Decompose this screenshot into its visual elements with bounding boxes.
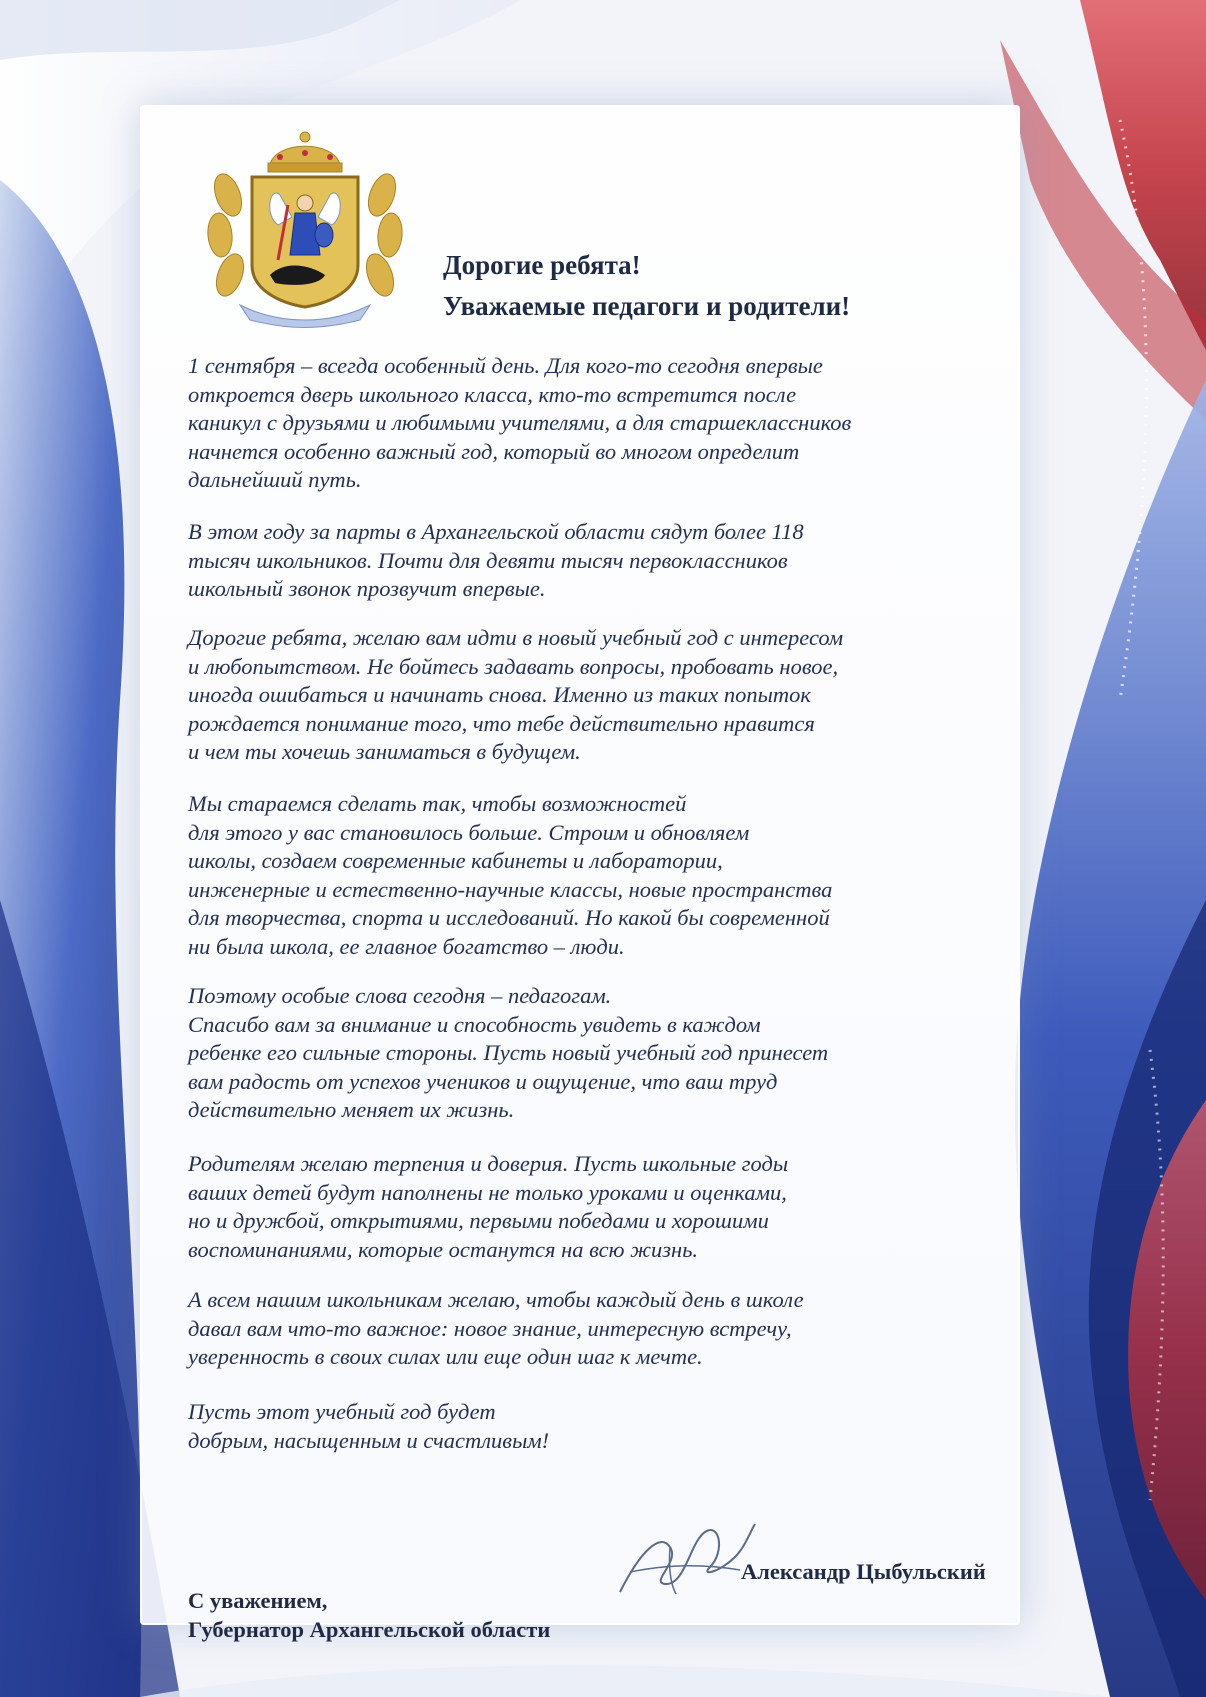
paragraph-5: Поэтому особые слова сегодня – педагогам. Спасибо вам за внимание и способность увидеть в каждом ребенке его сильные стороны. Пусть новый учебный год принесет вам радость от успехов учеников и ощущение, что ваш труд действительно меняет их жизнь.	[188, 983, 829, 1122]
greeting-line-2: Уважаемые педагоги и родители!	[443, 291, 851, 321]
paragraph-8: Пусть этот учебный год будет добрым, насыщенным и счастливым!	[188, 1399, 550, 1453]
paragraph-3: Дорогие ребята, желаю вам идти в новый учебный год с интересом и любопытством. Не бойтесь задавать вопросы, пробовать новое, иногда ошибаться и начинать снова. Именно из таких попыток рождается понимание того, что тебе действительно нравится и чем ты хочешь заниматься в будущем.	[188, 625, 844, 764]
letter-greeting	[443, 245, 850, 327]
handwritten-signature	[610, 1512, 760, 1602]
paragraph-2: В этом году за парты в Архангельской области сядут более 118 тысяч школьников. Почти для девяти тысяч первоклассников школьный звонок прозвучит впервые.	[188, 519, 804, 601]
arkhangelsk-coat-of-arms-icon	[200, 125, 410, 330]
signoff-line-2: Губернатор Архангельской области	[188, 1616, 551, 1642]
paragraph-7: А всем нашим школьникам желаю, чтобы каждый день в школе давал вам что-то важное: новое знание, интересную встречу, уверенность в своих силах или еще один шаг к мечте.	[188, 1287, 804, 1369]
signoff-line-1: С уважением,	[188, 1588, 328, 1613]
paragraph-4: Мы стараемся сделать так, чтобы возможностей для этого у вас становилось больше. Строим и обновляем школы, создаем современные кабинеты и лаборатории, инженерные и естественно-научные классы, новые пространства для творчества, спорта и исследований. Но какой бы современной ни была школа, ее главное богатство – люди.	[188, 791, 833, 959]
signoff	[188, 1587, 550, 1644]
paragraph-6: Родителям желаю терпения и доверия. Пусть школьные годы ваших детей будут наполнены не только уроками и оценками, но и дружбой, открытиями, первыми победами и хорошими воспоминаниями, которые останутся на всю жизнь.	[188, 1151, 789, 1262]
governor-name: Александр Цыбульский	[741, 1559, 986, 1584]
greeting-line-1: Дорогие ребята!	[443, 250, 641, 280]
paragraph-1: 1 сентября – всегда особенный день. Для кого-то сегодня впервые откроется дверь школьного класса, кто-то встретится после каникул с друзьями и любимыми учителями, а для старшеклассников начнется особенно важный год, который во многом определит дальнейший путь.	[188, 353, 852, 492]
